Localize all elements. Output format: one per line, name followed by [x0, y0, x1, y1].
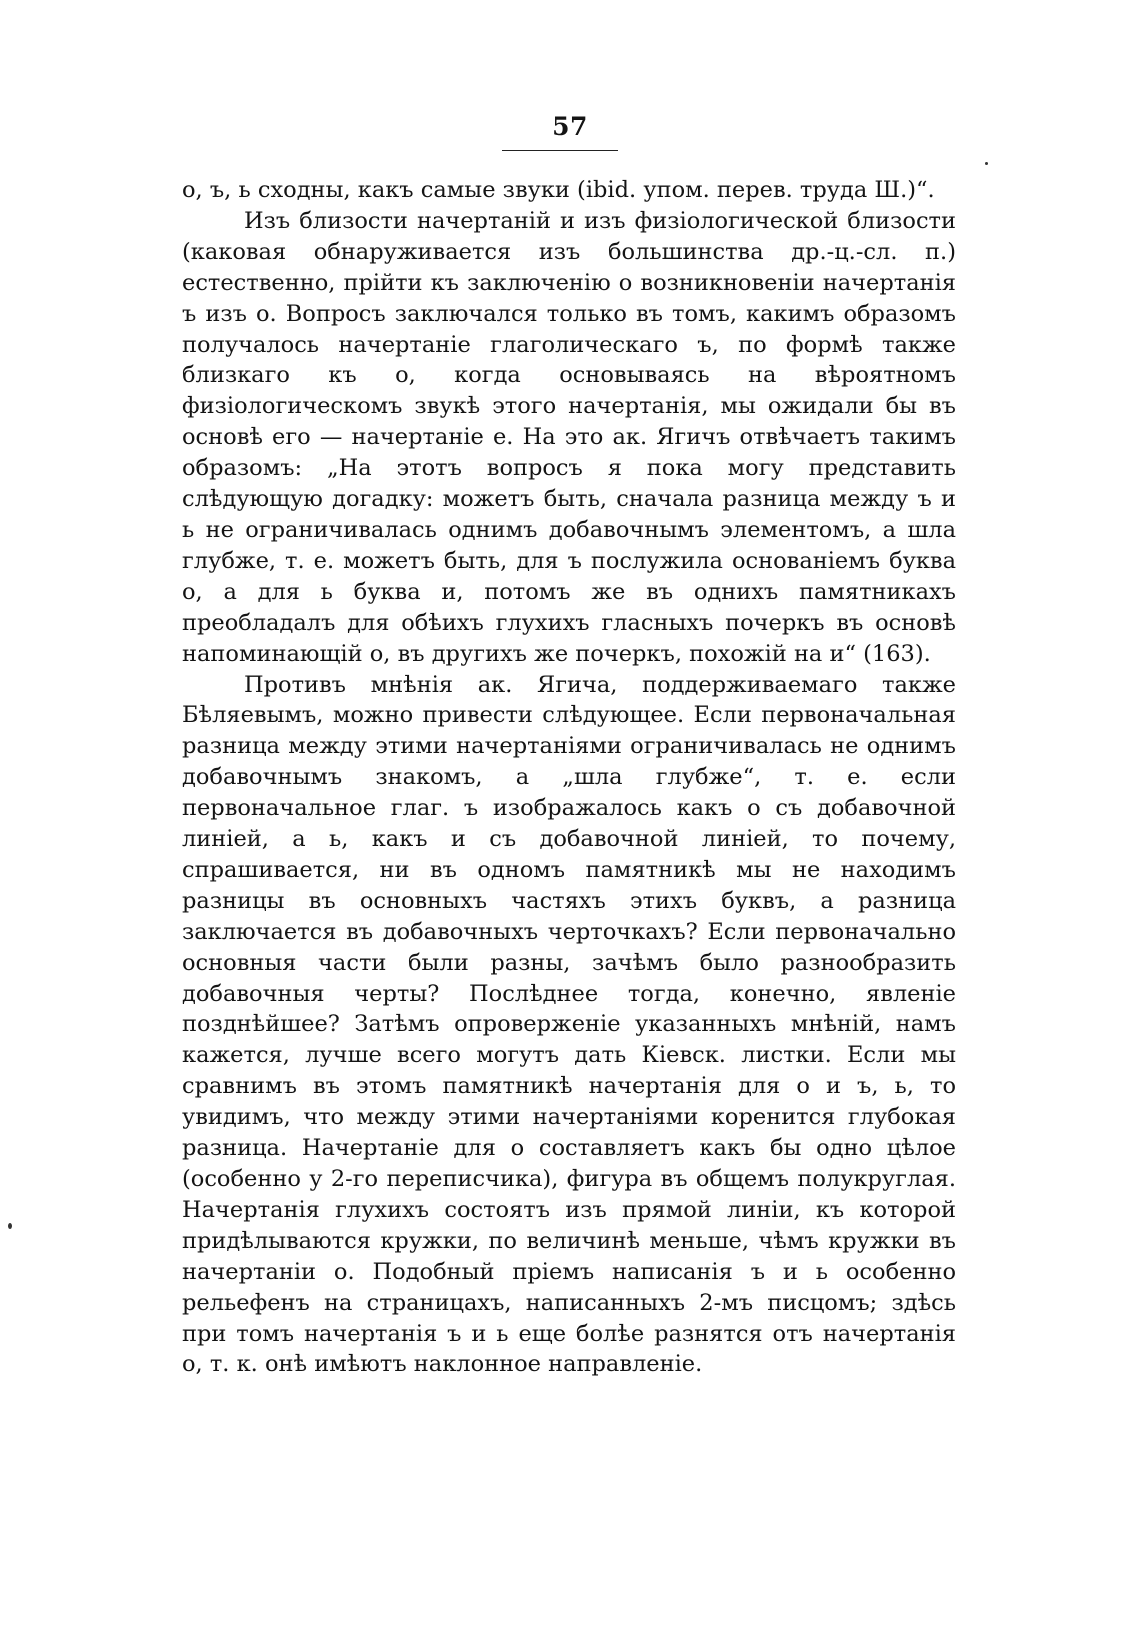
- page-number: 57: [552, 112, 588, 141]
- page-header: [0, 112, 1140, 141]
- paragraph-rebuttal: Противъ мнѣнія ак. Ягича, поддерживаемаго также Бѣляевымъ, можно привести слѣдующее. Если первоначальная разница между этими начертаніями ограничивалась не однимъ добавочнымъ знакомъ, а „шла глубже“, т. е. если первоначальное глаг. ъ изображалось какъ о съ добавочной линіей, а ь, какъ и съ добавочной линіей, то почему, спрашивается, ни въ одномъ памятникѣ мы не находимъ разницы въ основныхъ частяхъ этихъ буквъ, а разница заключается въ добавочныхъ черточкахъ? Если первоначально основныя части были разны, зачѣмъ было разнообразить добавочныя черты? Послѣднее тогда, конечно, явленіе позднѣйшее? Затѣмъ опроверженіе указанныхъ мнѣній, намъ кажется, лучше всего могутъ дать Кіевск. листки. Если мы сравнимъ въ этомъ памятникѣ начертанія для о и ъ, ь, то увидимъ, что между этими начертаніями коренится глубокая разница. Начертаніе для о составляетъ какъ бы одно цѣлое (особенно у 2-го переписчика), фигура въ общемъ полукруглая. Начертанія глухихъ состоятъ изъ прямой линіи, къ которой придѣлываются кружки, по величинѣ меньше, чѣмъ кружки въ начертаніи о. Подобный пріемъ написанія ъ и ь особенно рельефенъ на страницахъ, написанныхъ 2-мъ писцомъ; здѣсь при томъ начертанія ъ и ь еще болѣе разнятся отъ начертанія о, т. к. онѣ имѣютъ наклонное направленіе.: [182, 671, 956, 1378]
- paragraph-jagic-quote: Изъ близости начертаній и изъ физіологической близости (каковая обнаруживается изъ большинства др.-ц.-сл. п.) естественно, прійти къ заключенію о возникновеніи начертанія ъ изъ о. Вопросъ заключался только въ томъ, какимъ образомъ получалось начертаніе глаголическаго ъ, по формѣ также близкаго къ о, когда основываясь на вѣроятномъ физіологическомъ звукѣ этого начертанія, мы ожидали бы въ основѣ его — начертаніе е. На это ак. Ягичъ отвѣчаетъ такимъ образомъ: „На этотъ вопросъ я пока могу представить слѣдующую догадку: можетъ быть, сначала разница между ъ и ь не ограничивалась однимъ добавочнымъ элементомъ, а шла глубже, т. е. можетъ быть, для ъ послужила основаніемъ буква о, а для ь буква и, потомъ же въ однихъ памятникахъ преобладалъ для обѣихъ глухихъ гласныхъ почеркъ въ основѣ напоминающій о, въ другихъ же почеркъ, похожій на и“ (163).: [182, 207, 956, 667]
- text-body: [182, 175, 956, 1380]
- print-speck: [8, 1223, 12, 1229]
- paragraph-continuation: о, ъ, ь сходны, какъ самые звуки (ibid. упом. перев. труда Ш.)“.: [182, 177, 935, 203]
- print-speck: [985, 162, 988, 165]
- header-rule: [502, 150, 618, 151]
